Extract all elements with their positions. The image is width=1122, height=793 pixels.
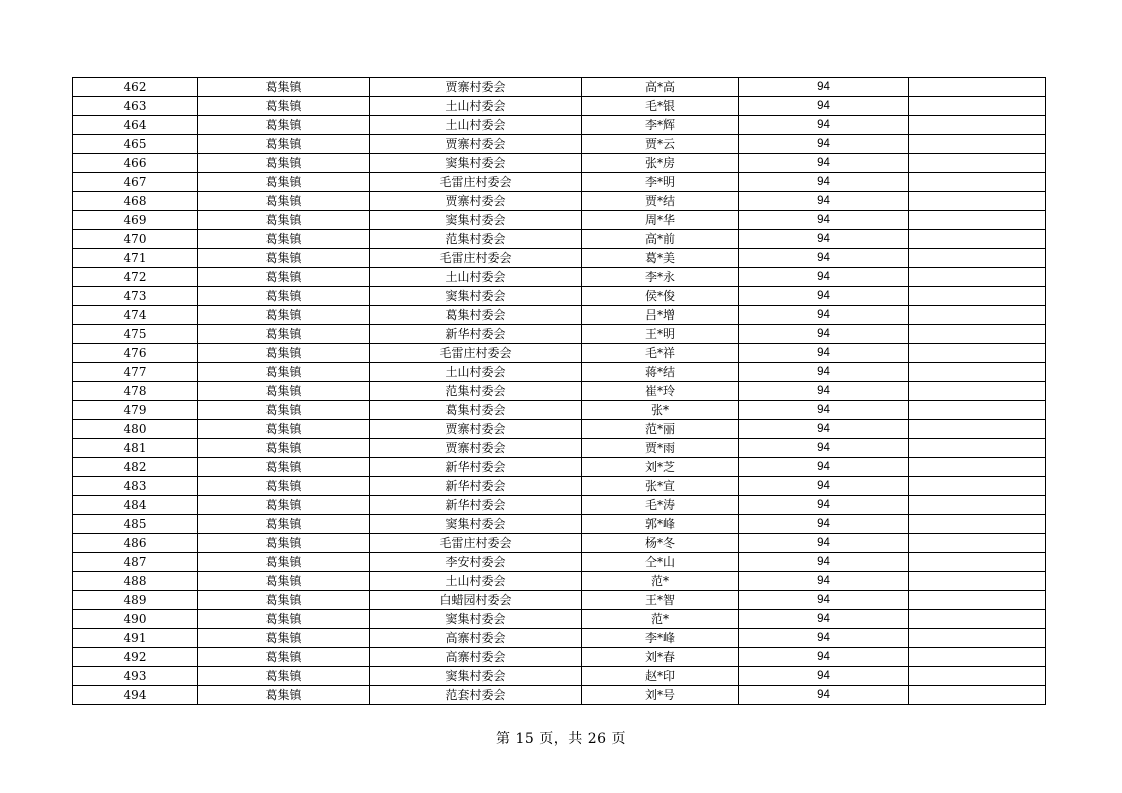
person-name-cell: 李*辉 (582, 116, 739, 135)
table-row (73, 154, 1046, 173)
village-cell: 白蜡园村委会 (370, 591, 582, 610)
village-cell: 范集村委会 (370, 230, 582, 249)
table-row (73, 97, 1046, 116)
town-cell: 葛集镇 (198, 97, 370, 116)
table-row (73, 667, 1046, 686)
score-cell: 94 (739, 154, 909, 173)
person-name-cell: 范*丽 (582, 420, 739, 439)
town-cell: 葛集镇 (198, 363, 370, 382)
village-cell: 土山村委会 (370, 116, 582, 135)
row-number-cell: 492 (73, 648, 198, 667)
town-cell: 葛集镇 (198, 458, 370, 477)
row-number-cell: 470 (73, 230, 198, 249)
town-cell: 葛集镇 (198, 249, 370, 268)
score-cell: 94 (739, 230, 909, 249)
note-cell (909, 287, 1046, 306)
village-cell: 土山村委会 (370, 268, 582, 287)
row-number-cell: 480 (73, 420, 198, 439)
score-cell: 94 (739, 249, 909, 268)
table-row (73, 78, 1046, 97)
note-cell (909, 192, 1046, 211)
town-cell: 葛集镇 (198, 477, 370, 496)
score-cell: 94 (739, 591, 909, 610)
village-cell: 土山村委会 (370, 363, 582, 382)
note-cell (909, 78, 1046, 97)
note-cell (909, 230, 1046, 249)
row-number-cell: 472 (73, 268, 198, 287)
person-name-cell: 王*明 (582, 325, 739, 344)
town-cell: 葛集镇 (198, 325, 370, 344)
table-row (73, 211, 1046, 230)
town-cell: 葛集镇 (198, 173, 370, 192)
note-cell (909, 306, 1046, 325)
row-number-cell: 466 (73, 154, 198, 173)
town-cell: 葛集镇 (198, 667, 370, 686)
village-cell: 毛雷庄村委会 (370, 249, 582, 268)
row-number-cell: 486 (73, 534, 198, 553)
score-cell: 94 (739, 192, 909, 211)
note-cell (909, 382, 1046, 401)
person-name-cell: 刘*号 (582, 686, 739, 705)
person-name-cell: 高*高 (582, 78, 739, 97)
note-cell (909, 420, 1046, 439)
person-name-cell: 王*智 (582, 591, 739, 610)
town-cell: 葛集镇 (198, 553, 370, 572)
row-number-cell: 481 (73, 439, 198, 458)
village-cell: 毛雷庄村委会 (370, 173, 582, 192)
score-cell: 94 (739, 420, 909, 439)
note-cell (909, 553, 1046, 572)
village-cell: 贾寨村委会 (370, 420, 582, 439)
score-cell: 94 (739, 496, 909, 515)
score-cell: 94 (739, 667, 909, 686)
score-cell: 94 (739, 439, 909, 458)
row-number-cell: 465 (73, 135, 198, 154)
table-row (73, 496, 1046, 515)
village-cell: 新华村委会 (370, 496, 582, 515)
person-name-cell: 周*华 (582, 211, 739, 230)
person-name-cell: 范* (582, 610, 739, 629)
person-name-cell: 蒋*结 (582, 363, 739, 382)
row-number-cell: 473 (73, 287, 198, 306)
town-cell: 葛集镇 (198, 648, 370, 667)
person-name-cell: 刘*春 (582, 648, 739, 667)
table-row (73, 648, 1046, 667)
row-number-cell: 477 (73, 363, 198, 382)
village-cell: 贾寨村委会 (370, 135, 582, 154)
town-cell: 葛集镇 (198, 382, 370, 401)
table-row (73, 420, 1046, 439)
score-cell: 94 (739, 401, 909, 420)
village-cell: 新华村委会 (370, 458, 582, 477)
table-row (73, 306, 1046, 325)
note-cell (909, 154, 1046, 173)
score-cell: 94 (739, 382, 909, 401)
village-cell: 李安村委会 (370, 553, 582, 572)
row-number-cell: 488 (73, 572, 198, 591)
person-name-cell: 毛*祥 (582, 344, 739, 363)
row-number-cell: 484 (73, 496, 198, 515)
town-cell: 葛集镇 (198, 78, 370, 97)
person-name-cell: 崔*玲 (582, 382, 739, 401)
note-cell (909, 534, 1046, 553)
score-cell: 94 (739, 173, 909, 192)
row-number-cell: 489 (73, 591, 198, 610)
score-cell: 94 (739, 116, 909, 135)
person-name-cell: 李*峰 (582, 629, 739, 648)
table-row (73, 268, 1046, 287)
person-name-cell: 贾*雨 (582, 439, 739, 458)
row-number-cell: 467 (73, 173, 198, 192)
score-cell: 94 (739, 268, 909, 287)
score-cell: 94 (739, 78, 909, 97)
person-name-cell: 赵*印 (582, 667, 739, 686)
table-row (73, 192, 1046, 211)
row-number-cell: 474 (73, 306, 198, 325)
note-cell (909, 591, 1046, 610)
person-name-cell: 侯*俊 (582, 287, 739, 306)
person-name-cell: 张* (582, 401, 739, 420)
person-name-cell: 高*前 (582, 230, 739, 249)
village-cell: 葛集村委会 (370, 306, 582, 325)
town-cell: 葛集镇 (198, 211, 370, 230)
village-cell: 窦集村委会 (370, 515, 582, 534)
note-cell (909, 173, 1046, 192)
roster-table (72, 77, 1046, 705)
row-number-cell: 471 (73, 249, 198, 268)
score-cell: 94 (739, 344, 909, 363)
village-cell: 窦集村委会 (370, 610, 582, 629)
town-cell: 葛集镇 (198, 515, 370, 534)
person-name-cell: 李*明 (582, 173, 739, 192)
note-cell (909, 610, 1046, 629)
score-cell: 94 (739, 477, 909, 496)
note-cell (909, 116, 1046, 135)
town-cell: 葛集镇 (198, 344, 370, 363)
score-cell: 94 (739, 363, 909, 382)
village-cell: 贾寨村委会 (370, 78, 582, 97)
village-cell: 毛雷庄村委会 (370, 534, 582, 553)
row-number-cell: 494 (73, 686, 198, 705)
village-cell: 新华村委会 (370, 477, 582, 496)
row-number-cell: 491 (73, 629, 198, 648)
table-row (73, 534, 1046, 553)
village-cell: 贾寨村委会 (370, 439, 582, 458)
row-number-cell: 475 (73, 325, 198, 344)
row-number-cell: 468 (73, 192, 198, 211)
town-cell: 葛集镇 (198, 591, 370, 610)
note-cell (909, 496, 1046, 515)
table-row (73, 515, 1046, 534)
score-cell: 94 (739, 287, 909, 306)
town-cell: 葛集镇 (198, 496, 370, 515)
row-number-cell: 482 (73, 458, 198, 477)
table-row (73, 439, 1046, 458)
row-number-cell: 478 (73, 382, 198, 401)
village-cell: 窦集村委会 (370, 667, 582, 686)
table-row (73, 230, 1046, 249)
village-cell: 窦集村委会 (370, 154, 582, 173)
score-cell: 94 (739, 458, 909, 477)
roster-body (73, 78, 1046, 705)
table-row (73, 458, 1046, 477)
person-name-cell: 贾*结 (582, 192, 739, 211)
score-cell: 94 (739, 97, 909, 116)
town-cell: 葛集镇 (198, 686, 370, 705)
row-number-cell: 469 (73, 211, 198, 230)
table-row (73, 325, 1046, 344)
town-cell: 葛集镇 (198, 420, 370, 439)
row-number-cell: 490 (73, 610, 198, 629)
town-cell: 葛集镇 (198, 572, 370, 591)
person-name-cell: 张*房 (582, 154, 739, 173)
village-cell: 土山村委会 (370, 572, 582, 591)
village-cell: 范套村委会 (370, 686, 582, 705)
note-cell (909, 667, 1046, 686)
row-number-cell: 462 (73, 78, 198, 97)
table-row (73, 401, 1046, 420)
row-number-cell: 476 (73, 344, 198, 363)
note-cell (909, 211, 1046, 230)
score-cell: 94 (739, 686, 909, 705)
person-name-cell: 仝*山 (582, 553, 739, 572)
table-row (73, 572, 1046, 591)
person-name-cell: 毛*银 (582, 97, 739, 116)
person-name-cell: 杨*冬 (582, 534, 739, 553)
person-name-cell: 张*宣 (582, 477, 739, 496)
town-cell: 葛集镇 (198, 268, 370, 287)
row-number-cell: 464 (73, 116, 198, 135)
town-cell: 葛集镇 (198, 439, 370, 458)
person-name-cell: 刘*芝 (582, 458, 739, 477)
person-name-cell: 葛*美 (582, 249, 739, 268)
row-number-cell: 493 (73, 667, 198, 686)
score-cell: 94 (739, 515, 909, 534)
score-cell: 94 (739, 306, 909, 325)
table-row (73, 382, 1046, 401)
table-row (73, 135, 1046, 154)
row-number-cell: 485 (73, 515, 198, 534)
village-cell: 窦集村委会 (370, 211, 582, 230)
note-cell (909, 458, 1046, 477)
village-cell: 高寨村委会 (370, 648, 582, 667)
table-row (73, 344, 1046, 363)
village-cell: 土山村委会 (370, 97, 582, 116)
note-cell (909, 686, 1046, 705)
row-number-cell: 479 (73, 401, 198, 420)
page-footer: 第 15 页，共 26 页 (496, 731, 626, 747)
note-cell (909, 344, 1046, 363)
village-cell: 贾寨村委会 (370, 192, 582, 211)
person-name-cell: 范* (582, 572, 739, 591)
note-cell (909, 648, 1046, 667)
table-row (73, 686, 1046, 705)
note-cell (909, 439, 1046, 458)
score-cell: 94 (739, 135, 909, 154)
note-cell (909, 135, 1046, 154)
score-cell: 94 (739, 553, 909, 572)
table-row (73, 116, 1046, 135)
town-cell: 葛集镇 (198, 401, 370, 420)
town-cell: 葛集镇 (198, 116, 370, 135)
score-cell: 94 (739, 325, 909, 344)
town-cell: 葛集镇 (198, 135, 370, 154)
town-cell: 葛集镇 (198, 534, 370, 553)
note-cell (909, 325, 1046, 344)
row-number-cell: 483 (73, 477, 198, 496)
note-cell (909, 515, 1046, 534)
person-name-cell: 毛*涛 (582, 496, 739, 515)
row-number-cell: 487 (73, 553, 198, 572)
town-cell: 葛集镇 (198, 629, 370, 648)
score-cell: 94 (739, 610, 909, 629)
table-row (73, 629, 1046, 648)
table-row (73, 363, 1046, 382)
village-cell: 葛集村委会 (370, 401, 582, 420)
town-cell: 葛集镇 (198, 306, 370, 325)
table-row (73, 591, 1046, 610)
table-row (73, 477, 1046, 496)
note-cell (909, 97, 1046, 116)
person-name-cell: 贾*云 (582, 135, 739, 154)
village-cell: 高寨村委会 (370, 629, 582, 648)
note-cell (909, 268, 1046, 287)
table-row (73, 249, 1046, 268)
village-cell: 窦集村委会 (370, 287, 582, 306)
note-cell (909, 477, 1046, 496)
village-cell: 新华村委会 (370, 325, 582, 344)
town-cell: 葛集镇 (198, 230, 370, 249)
town-cell: 葛集镇 (198, 610, 370, 629)
table-row (73, 173, 1046, 192)
score-cell: 94 (739, 211, 909, 230)
table-row (73, 610, 1046, 629)
score-cell: 94 (739, 629, 909, 648)
village-cell: 范集村委会 (370, 382, 582, 401)
town-cell: 葛集镇 (198, 287, 370, 306)
score-cell: 94 (739, 534, 909, 553)
town-cell: 葛集镇 (198, 192, 370, 211)
person-name-cell: 吕*增 (582, 306, 739, 325)
row-number-cell: 463 (73, 97, 198, 116)
town-cell: 葛集镇 (198, 154, 370, 173)
person-name-cell: 郭*峰 (582, 515, 739, 534)
score-cell: 94 (739, 648, 909, 667)
table-row (73, 553, 1046, 572)
note-cell (909, 572, 1046, 591)
note-cell (909, 629, 1046, 648)
note-cell (909, 401, 1046, 420)
note-cell (909, 249, 1046, 268)
note-cell (909, 363, 1046, 382)
table-row (73, 287, 1046, 306)
score-cell: 94 (739, 572, 909, 591)
person-name-cell: 李*永 (582, 268, 739, 287)
village-cell: 毛雷庄村委会 (370, 344, 582, 363)
